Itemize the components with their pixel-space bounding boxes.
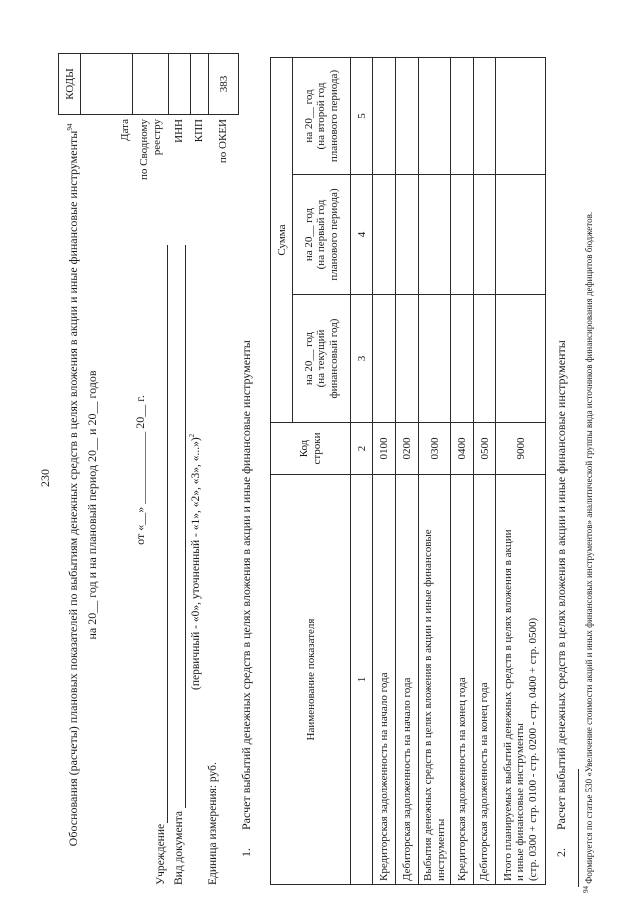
codes-value-kpp bbox=[191, 54, 209, 115]
codes-value-inn bbox=[169, 54, 191, 115]
codes-value-okei: 383 bbox=[209, 54, 239, 115]
row-name-cell bbox=[496, 475, 546, 885]
document-type-hint-text: (первичный - «0», уточненный - «1», «2», «3», «...») bbox=[190, 437, 202, 690]
header-sum: Сумма bbox=[271, 58, 293, 423]
codes-header-spacer bbox=[59, 115, 81, 186]
codes-row-date bbox=[81, 54, 133, 186]
header-line: на 20__ год bbox=[302, 207, 315, 262]
row-name-line: Выбытия денежных средств в целях вложения в акции и иные финансовые bbox=[422, 529, 434, 881]
header-line: планового периода) bbox=[327, 188, 340, 281]
row-name-line: Дебиторская задолженность на начало года bbox=[400, 677, 413, 881]
row-name-line: Кредиторская задолженность на начало года bbox=[377, 672, 390, 881]
codes-header: КОДЫ bbox=[59, 54, 81, 115]
document-title bbox=[66, 105, 80, 865]
institution-label: Учреждение bbox=[155, 823, 167, 885]
header-line-code-line: строки bbox=[310, 432, 323, 465]
current-year-value-cell bbox=[373, 295, 396, 423]
section-1-number: 1. bbox=[239, 848, 253, 857]
document-date-line: от «__» ____________ 20__ г. bbox=[133, 395, 147, 545]
codes-label-line: КПП bbox=[193, 119, 206, 143]
codes-label-line: по Сводному bbox=[138, 119, 150, 181]
codes-row-inn bbox=[169, 54, 191, 186]
footnote-ref: 94 bbox=[582, 886, 590, 893]
section-2-number: 2. bbox=[554, 848, 568, 857]
row-name-cell bbox=[451, 475, 474, 885]
title-footnote-ref: 94 bbox=[66, 123, 74, 131]
institution-blank-line bbox=[167, 245, 168, 823]
table-row bbox=[373, 58, 396, 885]
codes-label-line: ИНН bbox=[173, 119, 186, 143]
header-indicator-name: Наименование показателя bbox=[271, 475, 351, 885]
first-plan-year-value-cell bbox=[396, 175, 419, 295]
codes-label-inn bbox=[169, 115, 191, 186]
codes-label-line: по ОКЕИ bbox=[217, 119, 230, 164]
row-name-line: инструменты bbox=[434, 818, 447, 881]
row-code-cell: 0500 bbox=[474, 423, 496, 475]
document-type-blank-line bbox=[185, 245, 186, 808]
header-line: планового периода) bbox=[327, 69, 340, 163]
row-code-cell: 9000 bbox=[496, 423, 546, 475]
row-name-line: Кредиторская задолженность на конец года bbox=[455, 677, 468, 881]
table-row bbox=[419, 58, 451, 885]
header-line-code bbox=[271, 423, 351, 475]
second-plan-year-value-cell bbox=[474, 58, 496, 175]
table-row bbox=[396, 58, 419, 885]
header-line: (на первый год bbox=[315, 199, 328, 270]
header-line: (на текущий bbox=[315, 329, 328, 388]
row-code-cell: 0200 bbox=[396, 423, 419, 475]
section-1-title: Расчет выбытий денежных средств в целях вложения в акции и иные финансовые инструменты bbox=[239, 340, 253, 830]
page-number: 230 bbox=[38, 469, 52, 487]
document-type-label: Вид документа bbox=[173, 811, 185, 885]
row-name-cell bbox=[474, 475, 496, 885]
second-plan-year-value-cell bbox=[496, 58, 546, 175]
footnote-text: Формируется по статье 530 «Увеличение стоимости акций и иных финансовых инструментов» аналитической группы вида источников финансирования дефицитов бюджетов. bbox=[584, 211, 594, 884]
column-number: 3 bbox=[351, 295, 373, 423]
column-number: 4 bbox=[351, 175, 373, 295]
codes-value-registry bbox=[133, 54, 169, 115]
header-line: (на второй год bbox=[315, 82, 328, 150]
codes-label-okei bbox=[209, 115, 239, 186]
header-line-code-line: Код bbox=[298, 439, 310, 458]
second-plan-year-value-cell bbox=[396, 58, 419, 175]
header-line: финансовый год) bbox=[327, 318, 340, 399]
first-plan-year-value-cell bbox=[496, 175, 546, 295]
first-plan-year-value-cell bbox=[451, 175, 474, 295]
header-current-year bbox=[293, 295, 351, 423]
codes-row-okei bbox=[209, 54, 239, 186]
section-2-title: Расчет выбытий денежных средств в целях вложения в акции и иные финансовые инструменты bbox=[554, 340, 568, 830]
codes-row-kpp bbox=[191, 54, 209, 186]
column-number: 2 bbox=[351, 423, 373, 475]
column-numbers-row bbox=[351, 58, 373, 885]
row-name-cell bbox=[373, 475, 396, 885]
table-header-row bbox=[271, 58, 293, 885]
second-plan-year-value-cell bbox=[419, 58, 451, 175]
column-number: 1 bbox=[351, 475, 373, 885]
header-first-plan-year bbox=[293, 175, 351, 295]
header-line: на 20__ год bbox=[302, 89, 315, 143]
second-plan-year-value-cell bbox=[451, 58, 474, 175]
first-plan-year-value-cell bbox=[474, 175, 496, 295]
row-name-line: (стр. 0300 + стр. 0100 - стр. 0200 - стр. 0400 + стр. 0500) bbox=[526, 617, 539, 881]
codes-label-line: реестру bbox=[150, 119, 163, 156]
codes-label-line: Дата bbox=[119, 119, 131, 141]
table-row bbox=[451, 58, 474, 885]
document-type-hint bbox=[189, 434, 203, 690]
document-title-text: Обоснования (расчеты) плановых показателей по выбытиям денежных средств в целях вложения в акции и иные финансовые инструменты bbox=[66, 130, 80, 847]
document-subtitle: на 20__ год и на плановый период 20__ и 20__ годов bbox=[85, 370, 99, 640]
row-name-line: Итого планируемых выбытий денежных средств в целях вложения в акции bbox=[501, 529, 514, 881]
calculation-table bbox=[270, 57, 546, 885]
codes-label-registry bbox=[133, 115, 169, 186]
second-plan-year-value-cell bbox=[373, 58, 396, 175]
footnote bbox=[584, 212, 595, 893]
column-number: 5 bbox=[351, 58, 373, 175]
row-name-cell bbox=[396, 475, 419, 885]
row-code-cell: 0100 bbox=[373, 423, 396, 475]
row-name-line: Дебиторская задолженность на конец года bbox=[478, 682, 491, 881]
footnote-separator bbox=[578, 769, 579, 887]
first-plan-year-value-cell bbox=[373, 175, 396, 295]
codes-label-kpp bbox=[191, 115, 209, 186]
header-second-plan-year bbox=[293, 58, 351, 175]
current-year-value-cell bbox=[496, 295, 546, 423]
unit-of-measure: Единица измерения: руб. bbox=[207, 762, 219, 885]
header-line: на 20__ год bbox=[302, 331, 315, 386]
row-code-cell: 0400 bbox=[451, 423, 474, 475]
current-year-value-cell bbox=[396, 295, 419, 423]
current-year-value-cell bbox=[474, 295, 496, 423]
table-total-row bbox=[496, 58, 546, 885]
first-plan-year-value-cell bbox=[419, 175, 451, 295]
document-type-footnote-ref: 2 bbox=[188, 433, 197, 438]
current-year-value-cell bbox=[451, 295, 474, 423]
row-name-cell bbox=[419, 475, 451, 885]
codes-row-registry bbox=[133, 54, 169, 186]
codes-label-date bbox=[81, 115, 133, 186]
codes-value-date bbox=[81, 54, 133, 115]
row-code-cell: 0300 bbox=[419, 423, 451, 475]
codes-table bbox=[58, 53, 239, 185]
codes-header-row bbox=[59, 54, 81, 186]
row-name-line: и иные финансовые инструменты bbox=[514, 723, 527, 881]
table-row bbox=[474, 58, 496, 885]
current-year-value-cell bbox=[419, 295, 451, 423]
